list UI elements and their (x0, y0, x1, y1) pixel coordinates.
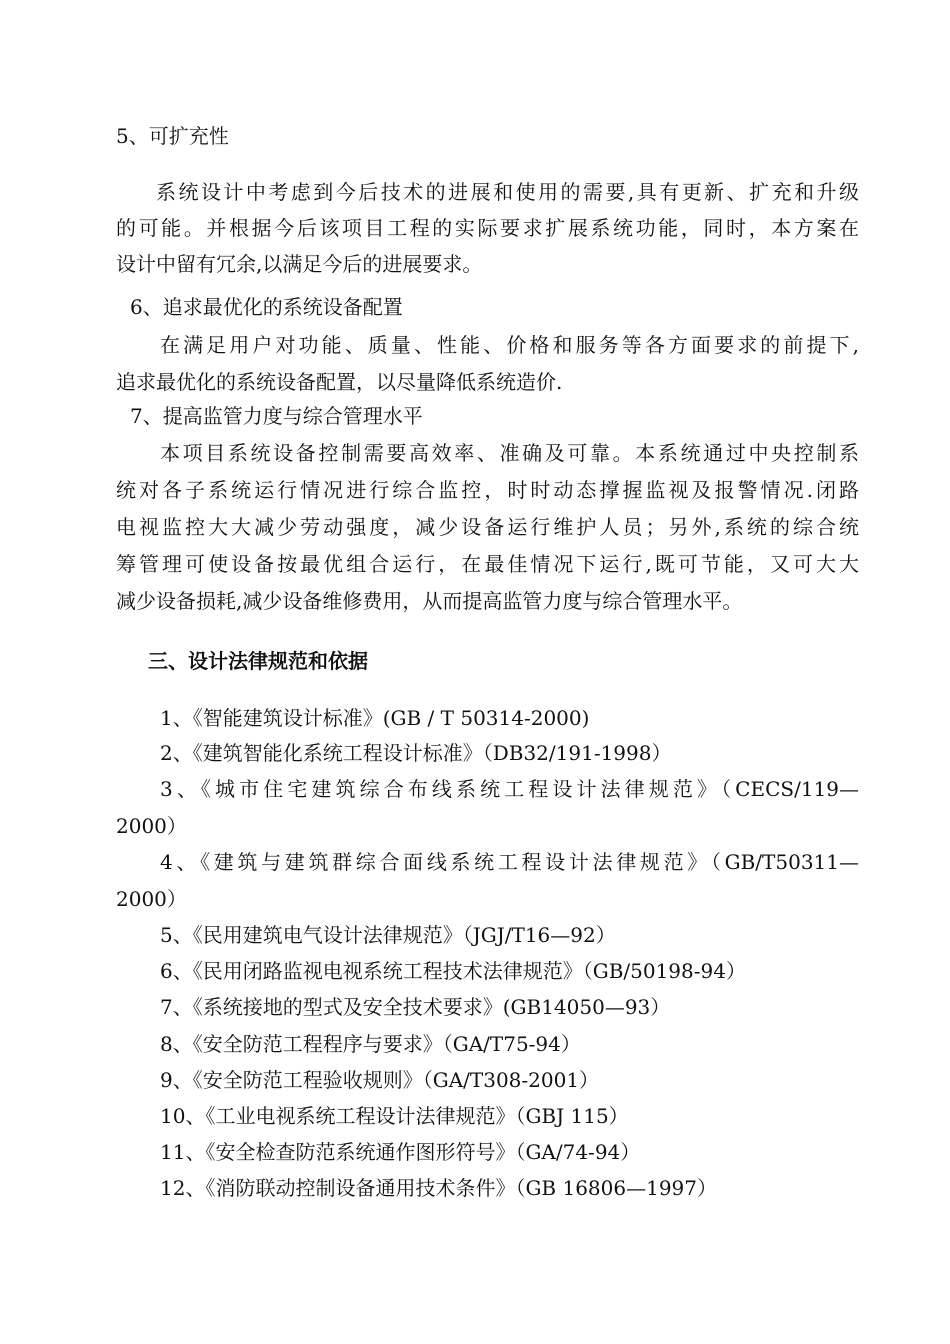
standard-item-5: 5、《民用建筑电气设计法律规范》（JGJ/T16—92） (160, 923, 616, 947)
standard-item-2: 2、《建筑智能化系统工程设计标准》（DB32/191-1998） (160, 741, 672, 765)
section-7-para-line-4: 筹管理可使设备按最优组合运行，在最佳情况下运行,既可节能，又可大大 (116, 552, 859, 576)
section-5-para-line-2: 的可能。并根据今后该项目工程的实际要求扩展系统功能，同时，本方案在 (116, 216, 859, 240)
standard-item-3-cont: 2000） (116, 814, 187, 838)
standard-item-4: 4、《建筑与建筑群综合面线系统工程设计法律规范》（GB/T50311— (160, 850, 859, 874)
standard-item-7: 7、《系统接地的型式及安全技术要求》(GB14050—93） (160, 995, 671, 1019)
section-5-para-line-3: 设计中留有冗余,以满足今后的进展要求。 (116, 252, 483, 276)
standard-item-11: 11、《安全检查防范系统通作图形符号》（GA/74-94） (160, 1140, 641, 1164)
chapter-3-heading: 三、设计法律规范和依据 (148, 649, 368, 673)
standard-item-6: 6、《民用闭路监视电视系统工程技术法律规范》（GB/50198-94） (160, 959, 746, 983)
standard-item-8: 8、《安全防范工程程序与要求》（GA/T75-94） (160, 1032, 581, 1056)
section-7-para-line-2: 统对各子系统运行情况进行综合监控，时时动态撑握监视及报警情况.闭路 (116, 478, 859, 502)
standard-item-1: 1、《智能建筑设计标准》(GB / T 50314-2000) (160, 706, 590, 730)
section-5-title: 5、可扩充性 (116, 124, 229, 148)
section-5-para-line-1: 系统设计中考虑到今后技术的进展和使用的需要,具有更新、扩充和升级 (156, 180, 859, 204)
section-7-title: 7、提高监管力度与综合管理水平 (130, 404, 423, 428)
standard-item-10: 10、《工业电视系统工程设计法律规范》（GBJ 115） (160, 1104, 629, 1128)
standard-item-4-cont: 2000） (116, 887, 187, 911)
section-7-para-line-5: 减少设备损耗,减少设备维修费用，从而提高监管力度与综合管理水平。 (116, 589, 743, 613)
section-7-para-line-1: 本项目系统设备控制需要高效率、准确及可靠。本系统通过中央控制系 (160, 441, 859, 465)
section-6-para-line-2: 追求最优化的系统设备配置，以尽量降低系统造价. (116, 370, 563, 394)
standard-item-3: 3、《城市住宅建筑综合布线系统工程设计法律规范》（CECS/119— (160, 777, 859, 801)
standard-item-9: 9、《安全防范工程验收规则》（GA/T308-2001） (160, 1068, 600, 1092)
standard-item-12: 12、《消防联动控制设备通用技术条件》（GB 16806—1997） (160, 1176, 718, 1200)
section-6-para-line-1: 在满足用户对功能、质量、性能、价格和服务等各方面要求的前提下, (160, 333, 859, 357)
section-6-title: 6、追求最优化的系统设备配置 (130, 295, 403, 319)
section-7-para-line-3: 电视监控大大减少劳动强度，减少设备运行维护人员；另外,系统的综合统 (116, 515, 859, 539)
